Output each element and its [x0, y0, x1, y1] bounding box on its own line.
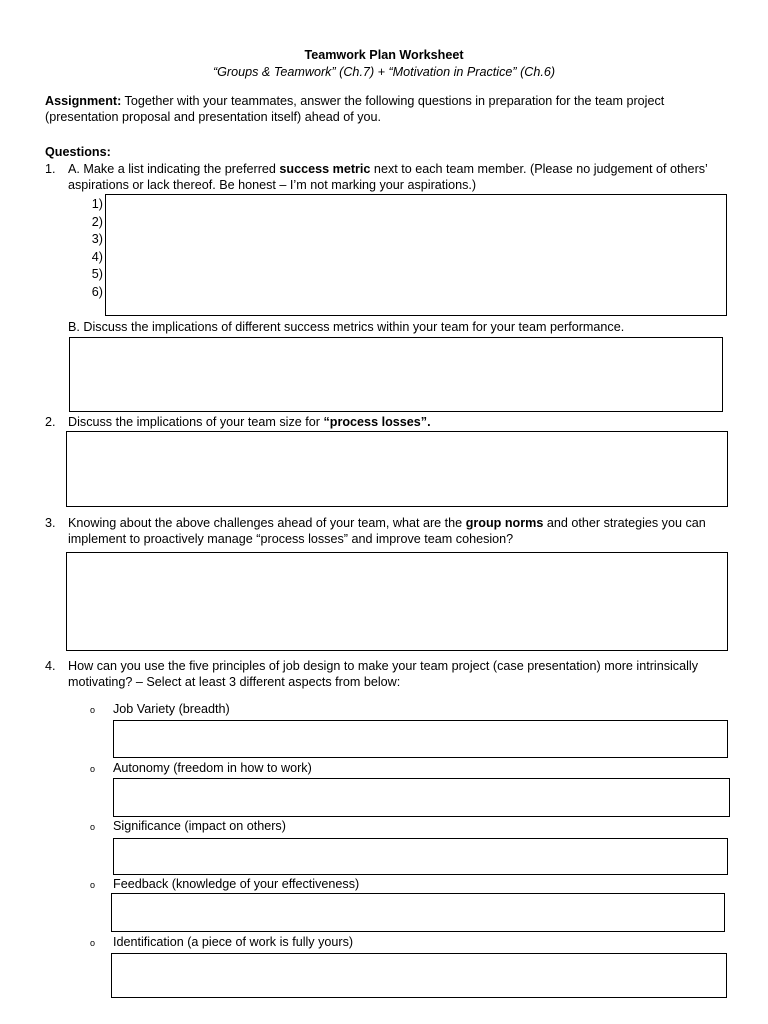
aspect-answer-box-autonomy[interactable] — [113, 778, 730, 817]
q1a-text-post: next to each team member. (Please no judgement of others’ aspirations or lack thereof. Be honest – I’m not marking your aspirations.) — [68, 162, 708, 193]
bullet-icon: o — [90, 822, 96, 832]
q1a-text-pre: A. Make a list indicating the preferred — [68, 162, 280, 176]
q3-number: 3. — [45, 516, 56, 530]
q3-answer-box[interactable] — [66, 552, 728, 651]
aspect-label-variety: Job Variety (breadth) — [113, 702, 230, 716]
q1a-answer-box[interactable] — [105, 194, 727, 316]
aspect-answer-box-variety[interactable] — [113, 720, 728, 758]
page-subtitle: “Groups & Teamwork” (Ch.7) + “Motivation in Practice” (Ch.6) — [212, 65, 556, 79]
q1b-text: B. Discuss the implications of different success metrics within your team for your team performance. — [68, 320, 625, 334]
bullet-icon: o — [90, 880, 96, 890]
q1-list-number: 4) — [91, 250, 103, 264]
assignment-text: Together with your teammates, answer the following questions in preparation for the team project (presentation proposal and presentation itself) ahead of you. — [45, 94, 665, 125]
q1-list-number: 5) — [91, 267, 103, 281]
q2-answer-box[interactable] — [66, 431, 728, 507]
q2-text-bold: “process losses”. — [323, 415, 431, 429]
q1-list-number: 3) — [91, 232, 103, 246]
aspect-answer-box-identification[interactable] — [111, 953, 727, 998]
q1-list-number: 6) — [91, 285, 103, 299]
page-title: Teamwork Plan Worksheet — [304, 48, 464, 62]
q3-text-bold: group norms — [465, 516, 544, 530]
assignment-label: Assignment: — [45, 94, 122, 108]
aspect-label-autonomy: Autonomy (freedom in how to work) — [113, 761, 312, 775]
bullet-icon: o — [90, 764, 96, 774]
aspect-label-identification: Identification (a piece of work is fully yours) — [113, 935, 354, 949]
bullet-icon: o — [90, 938, 96, 948]
questions-heading: Questions: — [45, 145, 111, 159]
q3-text — [68, 515, 740, 548]
q1-list-number: 1) — [91, 197, 103, 211]
q3-text-pre: Knowing about the above challenges ahead of your team, what are the — [68, 516, 466, 530]
assignment-paragraph — [45, 93, 735, 126]
q1a-text-bold: success metric — [279, 162, 371, 176]
q1-number: 1. — [45, 162, 56, 176]
q2-number: 2. — [45, 415, 56, 429]
q3-text-post: and other strategies you can implement to proactively manage “process losses” and improve team cohesion? — [68, 516, 706, 547]
aspect-answer-box-significance[interactable] — [113, 838, 728, 875]
aspect-answer-box-feedback[interactable] — [111, 893, 725, 932]
q2-text — [68, 414, 748, 430]
q1a-text — [68, 161, 738, 194]
q4-text: How can you use the five principles of job design to make your team project (case presentation) more intrinsically motivating? – Select at least 3 different aspects from below: — [68, 659, 698, 690]
q4-number: 4. — [45, 659, 56, 673]
q1b-answer-box[interactable] — [69, 337, 723, 412]
aspect-label-feedback: Feedback (knowledge of your effectiveness) — [113, 877, 360, 891]
q2-text-pre: Discuss the implications of your team size for — [68, 415, 324, 429]
bullet-icon: o — [90, 705, 96, 715]
aspect-label-significance: Significance (impact on others) — [113, 819, 286, 833]
q1-list-number: 2) — [91, 215, 103, 229]
